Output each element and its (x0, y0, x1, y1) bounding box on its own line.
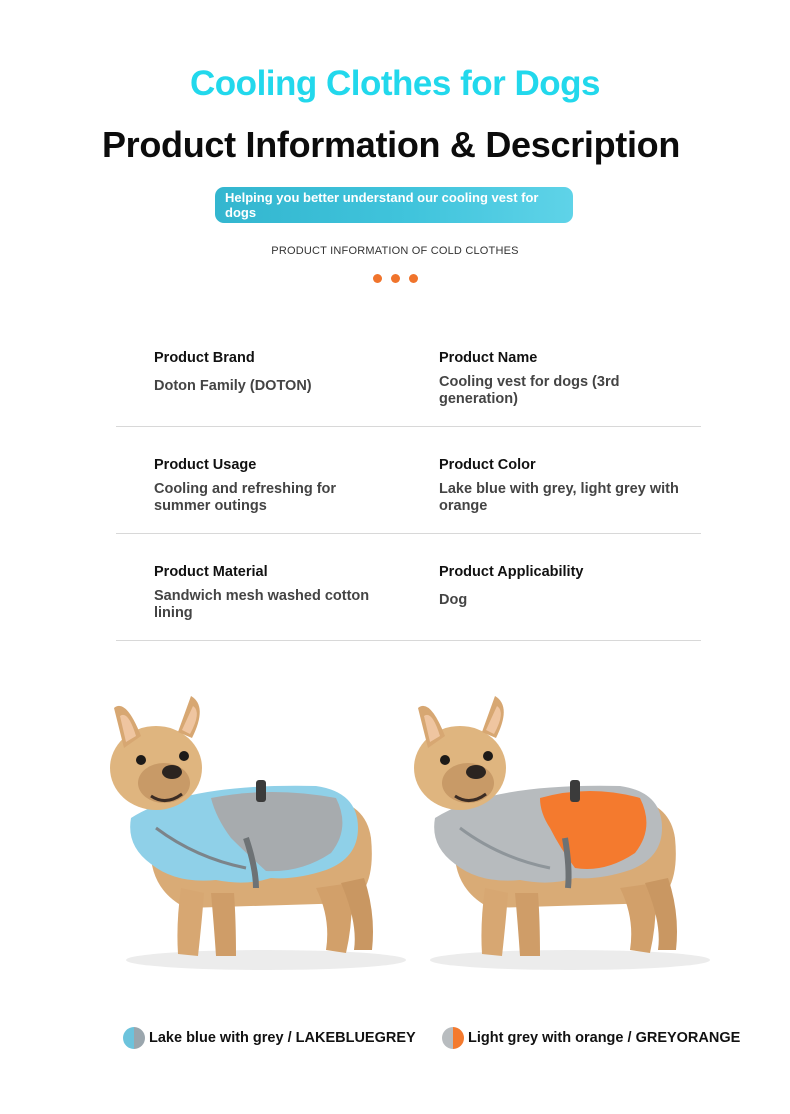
color-cell (439, 427, 679, 515)
page-subtitle: Cooling Clothes for Dogs (190, 64, 600, 103)
dot-icon (391, 274, 400, 283)
color-label: Product Color (439, 457, 536, 473)
info-row (116, 534, 701, 641)
applicability-label: Product Applicability (439, 564, 584, 580)
page-title: Product Information & Description (101, 124, 681, 165)
swatch-blue-grey-icon (123, 1027, 145, 1049)
swatch-right-half (453, 1027, 464, 1049)
brand-value: Doton Family (DOTON) (154, 378, 312, 394)
info-row (116, 427, 701, 534)
section-caption: PRODUCT INFORMATION OF COLD CLOTHES (271, 245, 519, 257)
name-value: Cooling vest for dogs (3rd generation) (439, 374, 620, 407)
swatch-left-half (442, 1027, 453, 1049)
material-label: Product Material (154, 564, 268, 580)
name-label: Product Name (439, 350, 538, 366)
dog-orange-vest-image (400, 688, 730, 993)
color-value: Lake blue with grey, light grey with orange (439, 481, 679, 514)
swatch-left-half (123, 1027, 134, 1049)
usage-cell (154, 427, 394, 515)
brand-label: Product Brand (154, 350, 255, 366)
dog-blue-vest-image (96, 688, 426, 993)
dot-icon (409, 274, 418, 283)
intro-banner (215, 187, 573, 223)
product-info-table (116, 320, 701, 641)
variant-blue-grey (123, 1027, 416, 1049)
brand-cell (154, 320, 394, 395)
intro-banner-text: Helping you better understand our cooling vest for dogs (225, 190, 539, 220)
applicability-cell (439, 534, 679, 609)
usage-label: Product Usage (154, 457, 257, 473)
info-row (116, 320, 701, 427)
usage-value: Cooling and refreshing for summer outings (154, 481, 337, 514)
applicability-value: Dog (439, 592, 468, 608)
swatch-grey-orange-icon (442, 1027, 464, 1049)
swatch-right-half (134, 1027, 145, 1049)
material-value: Sandwich mesh washed cotton lining (154, 588, 370, 621)
name-cell (439, 320, 679, 408)
dot-icon (373, 274, 382, 283)
material-cell (154, 534, 394, 622)
variant-grey-orange (442, 1027, 740, 1049)
decorative-dots (373, 274, 418, 283)
variant-grey-orange-label: Light grey with orange / GREYORANGE (468, 1030, 741, 1046)
variant-blue-grey-label: Lake blue with grey / LAKEBLUEGREY (149, 1030, 416, 1046)
